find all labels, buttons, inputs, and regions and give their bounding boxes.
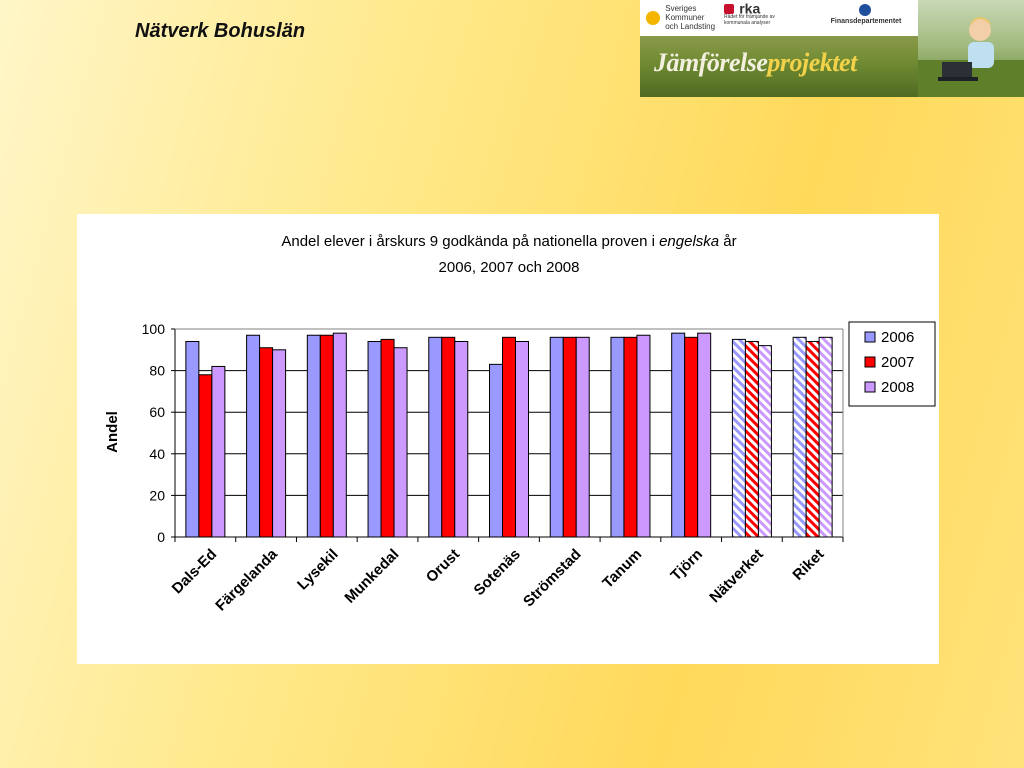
bar-2006: [368, 341, 381, 537]
bar-2008: [698, 333, 711, 537]
bar-2006: [429, 337, 442, 537]
bar-2008: [394, 348, 407, 537]
bar-2008: [455, 341, 468, 537]
y-axis-label: Andel: [104, 411, 121, 453]
y-tick-label: 80: [149, 362, 165, 379]
bar-2006: [550, 337, 563, 537]
y-axis-ticks: [142, 321, 175, 545]
x-tick-label: Tjörn: [667, 545, 707, 585]
crown-icon: [859, 4, 871, 16]
x-tick-label: Tanum: [599, 545, 646, 592]
header-banner: [640, 0, 1024, 97]
bar-2007: [624, 337, 637, 537]
bar-2007: [806, 341, 819, 537]
legend-label-2008: 2008: [881, 379, 915, 396]
x-axis-ticks: [169, 537, 843, 614]
x-tick-label: Nätverket: [706, 545, 767, 607]
bar-2007: [503, 337, 516, 537]
bar-2007: [442, 337, 455, 537]
bar-2006: [672, 333, 685, 537]
legend-swatch-2008: [865, 382, 875, 392]
government-logo: [820, 4, 912, 26]
bar-2006: [611, 337, 624, 537]
bar-2008: [273, 350, 286, 537]
x-tick-label: Färgelanda: [212, 545, 281, 615]
banner-caption: [654, 48, 857, 78]
legend-swatch-2006: [865, 332, 875, 342]
skl-logo-icon: [646, 11, 660, 25]
rka-logo: [724, 0, 794, 26]
bar-2007: [685, 337, 698, 537]
skl-logo: [646, 4, 715, 31]
legend-label-2006: 2006: [881, 329, 915, 346]
bars: [186, 333, 832, 537]
x-tick-label: Lysekil: [294, 545, 342, 594]
bar-2006: [793, 337, 806, 537]
rka-logo-icon: [724, 4, 734, 14]
x-tick-label: Munkedal: [341, 545, 403, 607]
legend-label-2007: 2007: [881, 354, 915, 371]
x-tick-label: Sotenäs: [470, 545, 524, 600]
x-tick-label: Riket: [789, 545, 828, 584]
bar-2006: [732, 339, 745, 537]
bar-2007: [381, 339, 394, 537]
child-with-laptop-photo: [918, 0, 1024, 97]
x-tick-label: Orust: [422, 545, 464, 587]
bar-chart: [77, 214, 939, 664]
bar-2007: [199, 375, 212, 537]
banner-caption-part2: projektet: [767, 48, 857, 77]
x-tick-label: Strömstad: [520, 545, 585, 611]
chart-title-pre: Andel elever i årskurs 9 godkända på nationella proven i: [281, 233, 660, 250]
skl-logo-line2: Kommuner: [665, 13, 705, 22]
bar-2006: [186, 341, 199, 537]
bar-2008: [637, 335, 650, 537]
legend: [849, 322, 935, 406]
banner-caption-part1: Jämförelse: [654, 48, 768, 77]
bar-2007: [260, 348, 273, 537]
chart-title-post: år: [719, 233, 737, 250]
bar-2007: [745, 341, 758, 537]
y-tick-label: 0: [157, 529, 165, 545]
chart-title-line1: [281, 233, 736, 250]
chart-title-line2: 2006, 2007 och 2008: [438, 259, 580, 276]
rka-logo-subtext: Rådet för främjande av kommunala analyser: [724, 14, 775, 26]
bar-2006: [490, 364, 503, 537]
bar-2007: [320, 335, 333, 537]
slide-title: Nätverk Bohuslän: [135, 20, 306, 42]
legend-swatch-2007: [865, 357, 875, 367]
y-tick-label: 100: [141, 321, 165, 337]
skl-logo-line1: Sveriges: [665, 4, 697, 13]
logo-strip: [640, 0, 918, 36]
bar-2008: [212, 366, 225, 537]
rka-logo-text: rka: [739, 0, 761, 17]
y-tick-label: 60: [149, 404, 165, 421]
bar-2008: [758, 346, 771, 537]
bar-2007: [563, 337, 576, 537]
bar-2008: [516, 341, 529, 537]
bar-2008: [576, 337, 589, 537]
bar-2006: [307, 335, 320, 537]
bar-2006: [247, 335, 260, 537]
bar-2008: [333, 333, 346, 537]
skl-logo-line3: och Landsting: [665, 22, 716, 31]
bar-2008: [819, 337, 832, 537]
x-tick-label: Dals-Ed: [168, 545, 221, 598]
government-logo-text: Finansdepartementet: [830, 18, 902, 25]
chart-container: [77, 214, 939, 664]
y-tick-label: 40: [149, 445, 165, 462]
y-tick-label: 20: [149, 487, 165, 504]
chart-title-italic: engelska: [659, 233, 720, 250]
